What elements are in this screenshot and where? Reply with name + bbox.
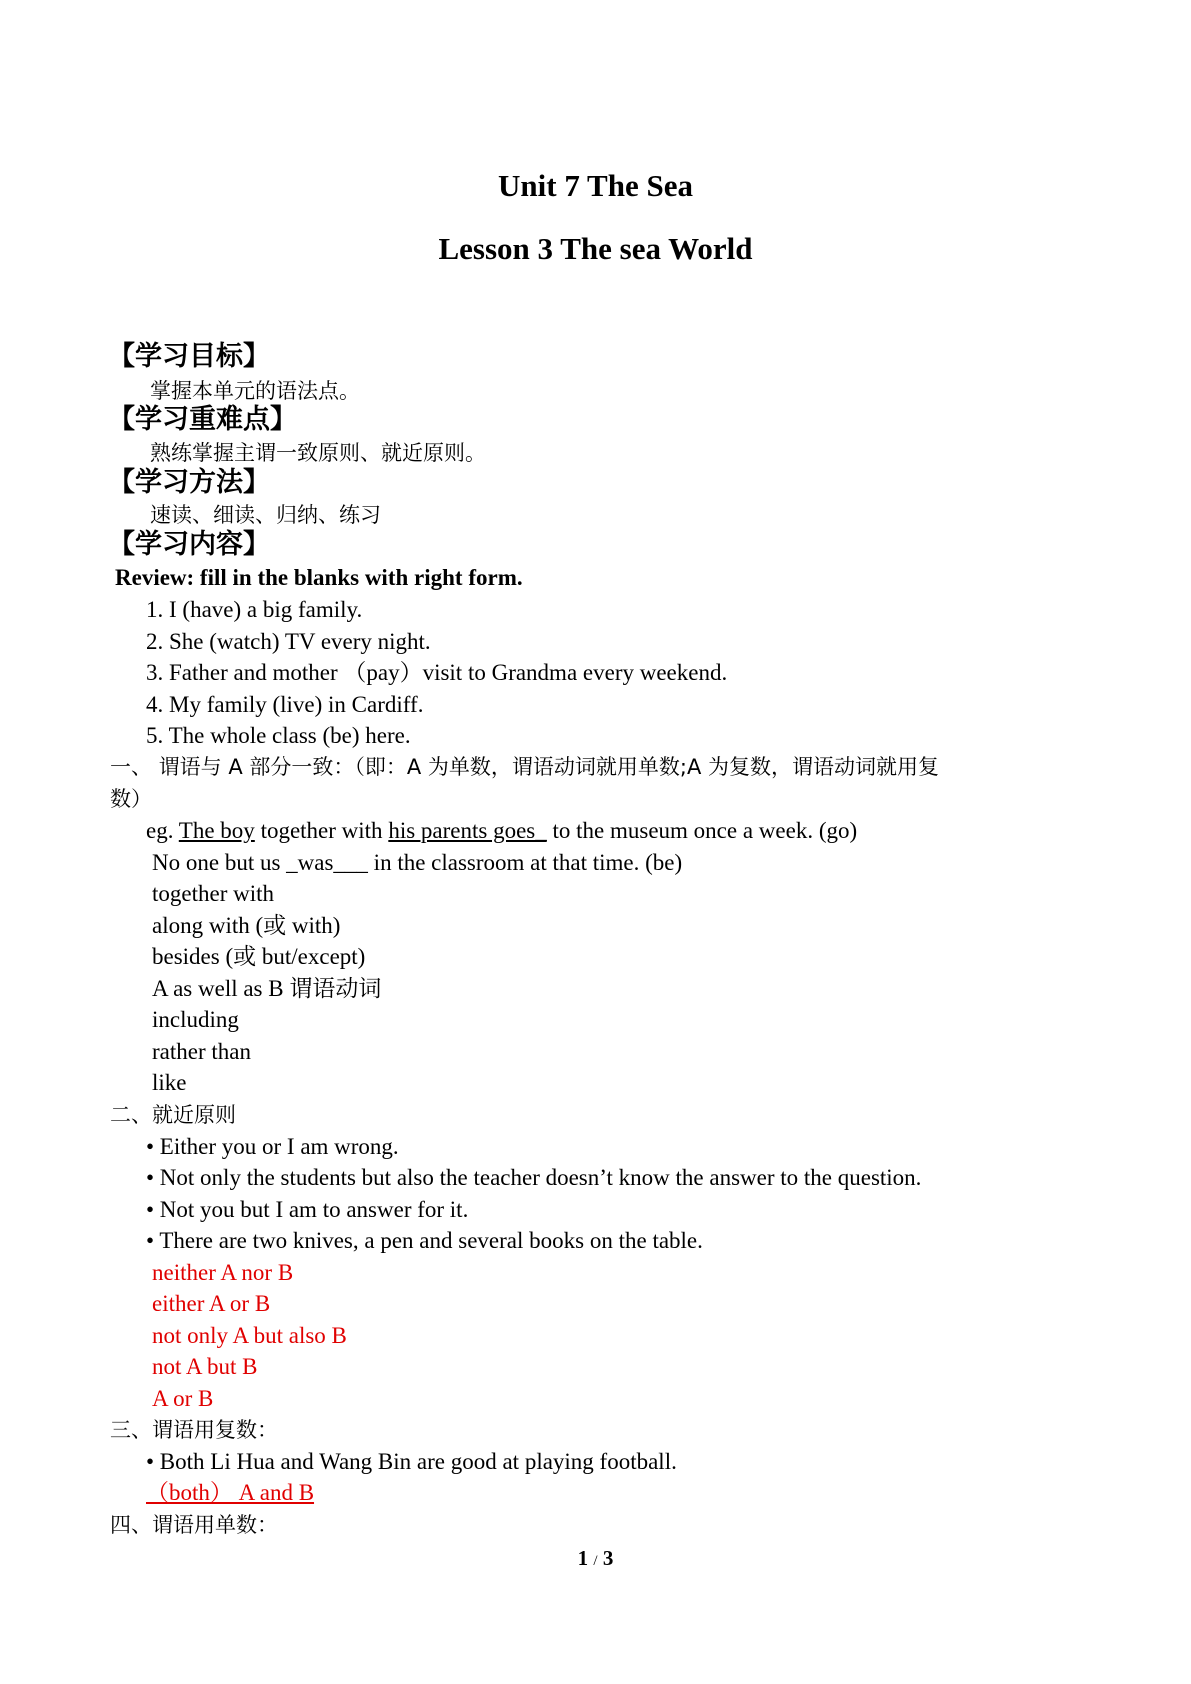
page-separator: /: [593, 1553, 598, 1569]
phrase-item: together with: [152, 881, 274, 906]
review-item: 3. Father and mother （pay）visit to Grandma every weekend.: [146, 660, 728, 685]
red-pattern: not only A but also B: [152, 1323, 347, 1348]
current-page: 1: [577, 1546, 589, 1570]
eg-verb-phrase: his parents goes_: [388, 818, 547, 843]
review-heading: Review: fill in the blanks with right form.: [115, 565, 523, 590]
goal-header: 【学习目标】: [108, 341, 270, 372]
red-pattern: either A or B: [152, 1291, 271, 1316]
part1-heading-cont: 数）: [110, 787, 152, 811]
method-header: 【学习方法】: [108, 467, 270, 498]
example-sentence-2: No one but us _was___ in the classroom at that time. (be): [152, 850, 683, 875]
content-header: 【学习内容】: [108, 529, 270, 560]
bullet-item: • There are two knives, a pen and several books on the table.: [146, 1228, 703, 1253]
phrase-item: like: [152, 1070, 187, 1095]
review-item: 4. My family (live) in Cardiff.: [146, 692, 424, 717]
eg-subject: The boy: [178, 818, 255, 843]
unit-title: Unit 7 The Sea: [498, 168, 693, 203]
review-item: 1. I (have) a big family.: [146, 597, 363, 622]
example-sentence: [146, 816, 857, 846]
key-points-text: 熟练掌握主谓一致原则、就近原则。: [150, 441, 486, 465]
phrase-item: including: [152, 1007, 239, 1032]
red-pattern: A or B: [152, 1386, 214, 1411]
lesson-title: Lesson 3 The sea World: [438, 231, 753, 266]
bullet-item: • Not you but I am to answer for it.: [146, 1197, 469, 1222]
eg-prefix: eg.: [146, 818, 179, 843]
phrase-item: rather than: [152, 1039, 251, 1064]
red-pattern: neither A nor B: [152, 1260, 294, 1285]
bullet-item: • Not only the students but also the teacher doesn’t know the answer to the question.: [146, 1165, 922, 1190]
part2-heading: 二、就近原则: [110, 1103, 236, 1127]
page-number: [0, 1546, 1191, 1571]
part3-heading: 三、谓语用复数：: [110, 1418, 278, 1442]
phrase-item: along with (或 with): [152, 913, 341, 938]
part4-heading: 四、谓语用单数：: [110, 1513, 278, 1537]
goal-text: 掌握本单元的语法点。: [150, 379, 360, 403]
red-pattern: not A but B: [152, 1354, 258, 1379]
part1-heading: 一、 谓语与 A 部分一致：（即：A 为单数，谓语动词就用单数;A 为复数，谓语动词就用复: [110, 755, 940, 779]
phrase-item: besides (或 but/except): [152, 944, 366, 969]
review-item: 2. She (watch) TV every night.: [146, 629, 431, 654]
eg-suffix: to the museum once a week. (go): [546, 818, 858, 843]
red-pattern: （both） A and B: [146, 1480, 315, 1505]
eg-middle: together with: [254, 818, 389, 843]
bullet-item: • Both Li Hua and Wang Bin are good at playing football.: [146, 1449, 677, 1474]
total-pages: 3: [602, 1546, 614, 1570]
bullet-item: • Either you or I am wrong.: [146, 1134, 399, 1159]
review-item: 5. The whole class (be) here.: [146, 723, 411, 748]
method-text: 速读、细读、归纳、练习: [150, 503, 381, 527]
phrase-item: A as well as B 谓语动词: [152, 976, 382, 1001]
key-points-header: 【学习重难点】: [108, 404, 297, 435]
